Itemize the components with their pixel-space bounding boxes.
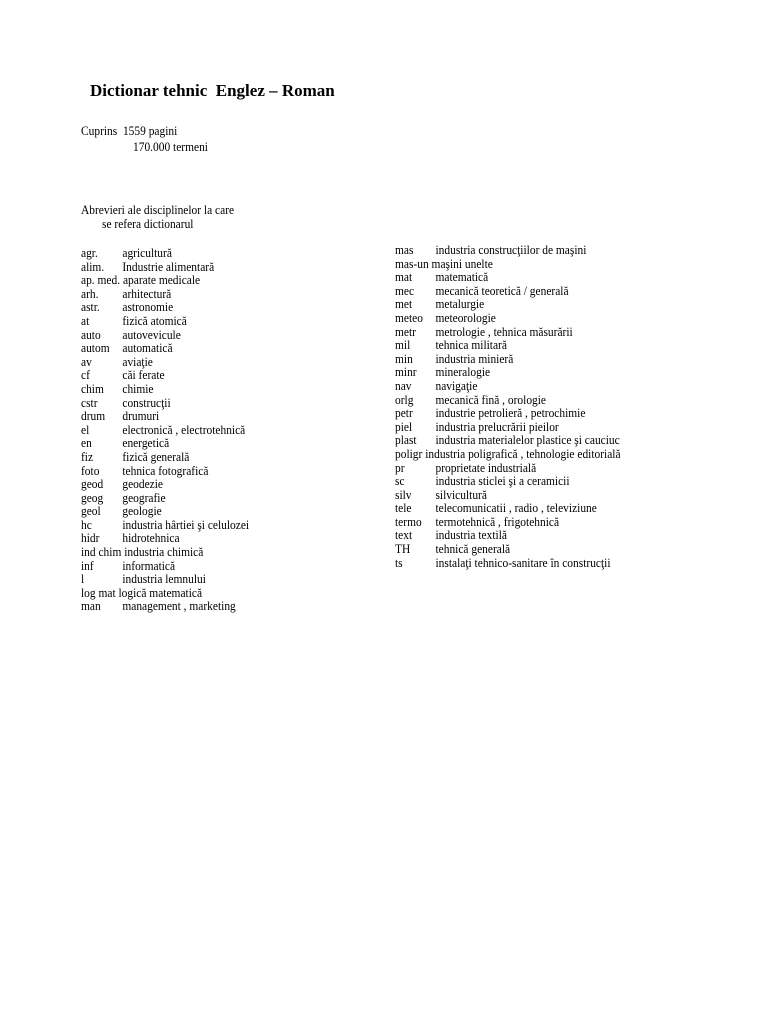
abbreviation-code: arh.	[81, 285, 99, 301]
discipline-name: drumuri	[122, 408, 160, 424]
abbreviation-entry	[81, 258, 215, 274]
abbreviation-entry	[395, 528, 621, 542]
abbreviation-code: drum	[81, 408, 106, 424]
abbreviation-entry	[81, 368, 203, 382]
abbreviation-code: geod	[81, 476, 104, 492]
abbreviation-code: mas-un	[395, 255, 429, 271]
abbreviation-entry	[395, 270, 621, 284]
discipline-name: automatică	[122, 340, 173, 356]
abbreviation-entry	[395, 338, 621, 352]
discipline-name: agricultură	[122, 245, 172, 260]
discipline-name: industria sticlei şi a ceramicii	[435, 473, 570, 489]
abbreviation-code: metr	[395, 323, 416, 339]
discipline-name: metalurgie	[435, 296, 485, 312]
abbreviation-entry	[395, 501, 621, 515]
abbreviation-code: petr	[395, 405, 413, 421]
abbreviation-code: nav	[395, 377, 412, 393]
abbreviations-heading-line2: se refera dictionarul	[102, 216, 194, 231]
abbreviation-entry	[81, 287, 203, 301]
abbreviation-code: at	[81, 312, 90, 328]
discipline-name: informatică	[122, 557, 176, 573]
abbreviation-entry	[395, 297, 621, 311]
abbreviation-entry	[81, 491, 203, 505]
abbreviation-code: geol	[81, 503, 101, 519]
abbreviation-code: minr	[395, 364, 417, 380]
abbreviation-code: inf	[81, 557, 94, 573]
abbreviation-entry	[81, 300, 203, 314]
abbreviation-code: termo	[395, 513, 422, 529]
discipline-name: fizică atomică	[122, 312, 187, 328]
discipline-name: navigaţie	[435, 377, 478, 393]
abbreviation-entry	[395, 420, 621, 434]
document-title: Dictionar tehnic Englez – Roman	[90, 81, 335, 100]
discipline-name: logică matematică	[118, 584, 203, 600]
discipline-name: industria minieră	[435, 350, 514, 366]
abbreviation-code: mas	[395, 242, 414, 257]
abbreviation-entry	[81, 273, 203, 287]
abbreviation-entry	[395, 243, 621, 257]
abbreviation-code: agr.	[81, 245, 98, 260]
discipline-name: geologie	[122, 503, 162, 519]
abbreviation-code: foto	[81, 462, 100, 478]
discipline-name: chimie	[122, 380, 154, 396]
discipline-name: industria lemnului	[122, 571, 206, 587]
discipline-name: instalaţi tehnico-sanitare în construcţii	[435, 554, 611, 570]
discipline-name: mineralogie	[435, 364, 491, 380]
abbreviation-entry	[395, 257, 621, 271]
discipline-name: mecanică teoretică / generală	[435, 282, 569, 298]
discipline-name: arhitectură	[122, 285, 172, 301]
contents-label: Cuprins	[81, 123, 118, 138]
abbreviation-code: alim.	[81, 258, 105, 274]
abbreviation-code: ap. med.	[81, 272, 121, 288]
discipline-name: industria chimică	[124, 544, 204, 560]
abbreviation-entry	[81, 504, 203, 518]
abbreviation-entry	[395, 515, 621, 529]
discipline-name: hidrotehnica	[122, 530, 180, 546]
abbreviation-code: av	[81, 353, 92, 369]
abbreviation-code: en	[81, 435, 92, 451]
abbreviation-entry	[81, 355, 203, 369]
contents-pages: 1559 pagini	[122, 123, 178, 138]
abbreviation-code: cstr	[81, 394, 98, 410]
discipline-name: geografie	[122, 489, 166, 505]
discipline-name: industria hârtiei şi celulozei	[122, 516, 250, 532]
discipline-name: astronomie	[122, 299, 174, 315]
contents-pages-line	[81, 124, 177, 138]
abbreviation-entry	[81, 586, 203, 600]
discipline-name: mecanică fină , orologie	[435, 391, 547, 407]
abbreviation-code: el	[81, 421, 90, 437]
abbreviation-entry	[81, 545, 203, 559]
abbreviation-entry	[81, 396, 203, 410]
abbreviation-entry	[395, 542, 621, 556]
abbreviation-entry	[81, 450, 203, 464]
abbreviation-entry	[81, 571, 206, 587]
discipline-name: meteorologie	[435, 309, 496, 325]
abbreviation-code: TH	[395, 541, 411, 557]
discipline-name: industria construcţiilor de maşini	[435, 242, 587, 257]
abbreviation-code: met	[395, 296, 413, 312]
discipline-name: fizică generală	[122, 448, 190, 464]
abbreviations-list-left	[81, 245, 250, 614]
abbreviation-entry	[81, 477, 203, 491]
abbreviation-entry	[81, 516, 250, 532]
abbreviation-entry	[395, 461, 621, 475]
discipline-name: Industrie alimentară	[122, 258, 215, 274]
discipline-name: aviaţie	[122, 353, 153, 369]
discipline-name: termotehnică , frigotehnică	[435, 513, 560, 529]
abbreviation-code: orlg	[395, 391, 414, 407]
discipline-name: construcţii	[122, 394, 171, 410]
abbreviation-entry	[81, 436, 203, 450]
abbreviation-entry	[395, 284, 621, 298]
abbreviation-code: autom	[81, 340, 110, 356]
abbreviations-list-right	[395, 243, 621, 569]
abbreviation-entry	[81, 382, 203, 396]
abbreviation-entry	[395, 379, 621, 393]
abbreviation-entry	[395, 365, 621, 379]
abbreviation-code: man	[81, 598, 101, 614]
abbreviation-entry	[81, 341, 203, 355]
abbreviation-entry	[81, 314, 203, 328]
abbreviation-code: auto	[81, 326, 101, 342]
contents-terms: 170.000 termeni	[133, 139, 208, 154]
discipline-name: căi ferate	[122, 367, 165, 383]
discipline-name: tehnica fotografică	[122, 462, 209, 478]
abbreviation-entry	[395, 325, 621, 339]
discipline-name: aparate medicale	[122, 272, 201, 288]
abbreviation-code: silv	[395, 486, 412, 502]
abbreviation-entry	[81, 328, 203, 342]
abbreviation-code: l	[81, 571, 85, 587]
discipline-name: industrie petrolieră , petrochimie	[435, 405, 586, 421]
abbreviation-entry	[395, 406, 621, 420]
discipline-name: tehnică generală	[435, 541, 511, 557]
discipline-name: tehnica militară	[435, 337, 507, 353]
discipline-name: electronică , electrotehnică	[122, 421, 246, 437]
abbreviation-entry	[395, 447, 621, 461]
abbreviation-entry	[395, 393, 621, 407]
abbreviation-entry	[395, 556, 621, 570]
abbreviation-entry	[395, 352, 621, 366]
discipline-name: industria prelucrării pieilor	[435, 418, 559, 434]
abbreviation-entry	[81, 559, 203, 573]
abbreviation-entry	[81, 462, 209, 478]
abbreviation-code: text	[395, 527, 413, 543]
abbreviations-heading-line1: Abrevieri ale disciplinelor la care	[81, 202, 235, 217]
abbreviation-code: chim	[81, 380, 104, 396]
discipline-name: industria materialelor plastice şi cauciuc	[435, 432, 620, 448]
discipline-name: geodezie	[122, 476, 164, 492]
abbreviation-code: pr	[395, 459, 405, 475]
discipline-name: telecomunicatii , radio , televiziune	[435, 500, 597, 516]
abbreviation-code: plast	[395, 432, 417, 448]
abbreviation-entry	[81, 421, 246, 437]
abbreviation-code: poligr	[395, 445, 423, 461]
abbreviation-code: hidr	[81, 530, 100, 546]
discipline-name: industria poligrafică , tehnologie editorială	[425, 445, 621, 461]
abbreviation-code: mec	[395, 282, 415, 298]
abbreviation-entry	[81, 598, 236, 614]
abbreviation-code: astr.	[81, 299, 100, 315]
abbreviation-entry	[395, 311, 621, 325]
abbreviation-code: log mat	[81, 584, 116, 600]
abbreviation-entry	[395, 474, 621, 488]
discipline-name: autovevicule	[122, 326, 181, 342]
discipline-name: maşini unelte	[431, 255, 493, 271]
abbreviation-code: piel	[395, 418, 413, 434]
abbreviation-entry	[395, 433, 621, 447]
abbreviation-code: meteo	[395, 309, 423, 325]
abbreviation-code: sc	[395, 473, 405, 489]
discipline-name: silvicultură	[435, 486, 487, 502]
abbreviation-code: fiz	[81, 448, 94, 464]
abbreviation-code: geog	[81, 489, 104, 505]
discipline-name: management , marketing	[122, 598, 236, 614]
abbreviation-code: min	[395, 350, 413, 366]
abbreviation-entry	[81, 531, 203, 545]
abbreviation-entry	[81, 246, 203, 260]
abbreviation-code: mil	[395, 337, 411, 353]
abbreviation-code: ind chim	[81, 544, 122, 560]
abbreviation-code: tele	[395, 500, 412, 516]
discipline-name: proprietate industrială	[435, 459, 537, 475]
discipline-name: metrologie , tehnica măsurării	[435, 323, 573, 339]
abbreviation-entry	[395, 488, 621, 502]
abbreviation-code: mat	[395, 269, 413, 285]
abbreviation-code: hc	[81, 516, 92, 532]
discipline-name: energetică	[122, 435, 170, 451]
abbreviation-entry	[81, 409, 203, 423]
discipline-name: matematică	[435, 269, 489, 285]
abbreviation-code: ts	[395, 554, 403, 570]
discipline-name: industria textilă	[435, 527, 507, 543]
abbreviation-code: cf	[81, 367, 90, 383]
